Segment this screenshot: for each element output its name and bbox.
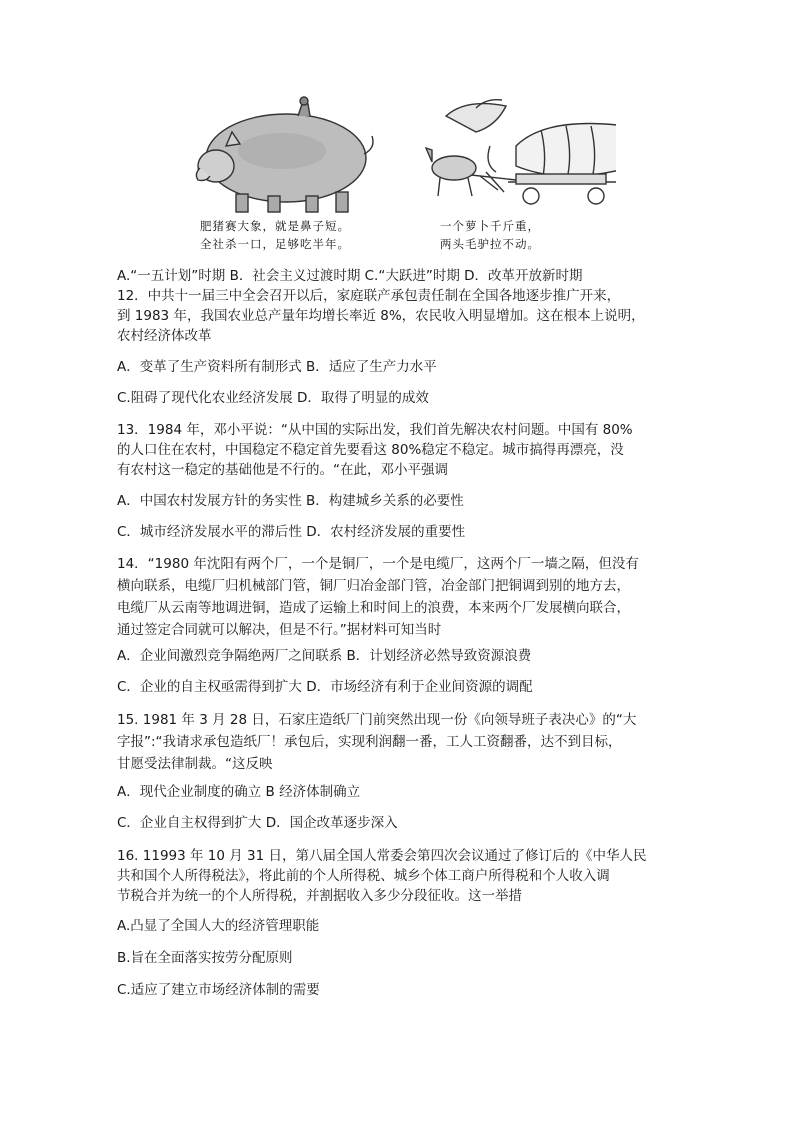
q12-stem-line-1: 12．中共十一届三中全会召开以后，家庭联产承包责任制在全国各地逐步推广开来， [117,288,621,304]
left-caption-line-2: 全社杀一口，足够吃半年。 [200,237,350,251]
right-caption-line-2: 两头毛驴拉不动。 [440,237,540,251]
q11-options: A.“一五计划”时期 B．社会主义过渡时期 C.“大跃进”时期 D．改革开放新时期 [117,268,583,284]
q14-stem-line-3: 电缆厂从云南等地调进铜，造成了运输上和时间上的浪费，本来两个厂发展横向联合， [117,600,630,616]
q12-stem-line-3: 农村经济体改革 [117,328,212,344]
q15-stem-line-2: 字报”:“我请求承包造纸厂！承包后，实现利润翻一番，工人工资翻番，达不到目标， [117,734,622,750]
q14-option-cd: C．企业的自主权亟需得到扩大 D．市场经济有利于企业间资源的调配 [117,679,533,695]
right-caption-line-1: 一个萝卜千斤重， [440,219,540,233]
q14-stem-line-2: 横向联系，电缆厂归机械部门管，铜厂归冶金部门管，冶金部门把铜调到别的地方去， [117,578,630,594]
q14-stem-line-4: 通过签定合同就可以解决，但是不行。”据材料可知当时 [117,622,442,638]
cartoon-figure [186,96,616,256]
q12-option-ab: A．变革了生产资料所有制形式 B．适应了生产力水平 [117,359,437,375]
left-caption-line-1: 肥猪赛大象，就是鼻子短。 [200,219,350,233]
q16-option-b: B.旨在全面落实按劳分配原则 [117,950,293,966]
q16-stem-line-2: 共和国个人所得税法》，将此前的个人所得税、城乡个体工商户所得税和个人收入调 [117,868,610,884]
q13-stem-line-2: 的人口住在农村，中国稳定不稳定首先要看这 80%稳定不稳定。城市搞得再漂亮，没 [117,442,624,458]
q13-stem-line-1: 13．1984 年，邓小平说：“从中国的实际出发，我们首先解决农村问题。中国有 80% [117,422,633,438]
q16-stem-line-1: 16. 11993 年 10 月 31 日，第八届全国人常委会第四次会议通过了修订后的《中华人民 [117,848,647,864]
q15-stem-line-1: 15. 1981 年 3 月 28 日，石家庄造纸厂门前突然出现一份《向领导班子表决心》的“大 [117,712,637,728]
q12-stem-line-2: 到 1983 年，我国农业总产量年均增长率近 8%，农民收入明显增加。这在根本上说明， [117,308,645,324]
radish-cart-illustration [426,100,616,204]
q16-option-c: C.适应了建立市场经济体制的需要 [117,982,320,998]
cartoon-drawing [186,96,616,226]
q15-option-cd: C．企业自主权得到扩大 D．国企改革逐步深入 [117,815,398,831]
q13-option-cd: C．城市经济发展水平的滞后性 D．农村经济发展的重要性 [117,524,466,540]
q13-stem-line-3: 有农村这一稳定的基础他是不行的。“在此，邓小平强调 [117,462,448,478]
q13-option-ab: A．中国农村发展方针的务实性 B．构建城乡关系的必要性 [117,493,464,509]
q15-stem-line-3: 甘愿受法律制裁。“这反映 [117,756,273,772]
q16-stem-line-3: 节税合并为统一的个人所得税，并割据收入多少分段征收。这一举措 [117,888,522,904]
q16-option-a: A.凸显了全国人大的经济管理职能 [117,918,320,934]
q14-stem-line-1: 14．“1980 年沈阳有两个厂，一个是铜厂，一个是电缆厂，这两个厂一墙之隔，但没有 [117,556,639,572]
q15-option-ab: A．现代企业制度的确立 B 经济体制确立 [117,784,361,800]
q12-option-cd: C.阻碍了现代化农业经济发展 D．取得了明显的成效 [117,390,429,406]
q14-option-ab: A．企业间激烈竞争隔绝两厂之间联系 B．计划经济必然导致资源浪费 [117,648,532,664]
fat-pig-illustration [196,97,373,212]
